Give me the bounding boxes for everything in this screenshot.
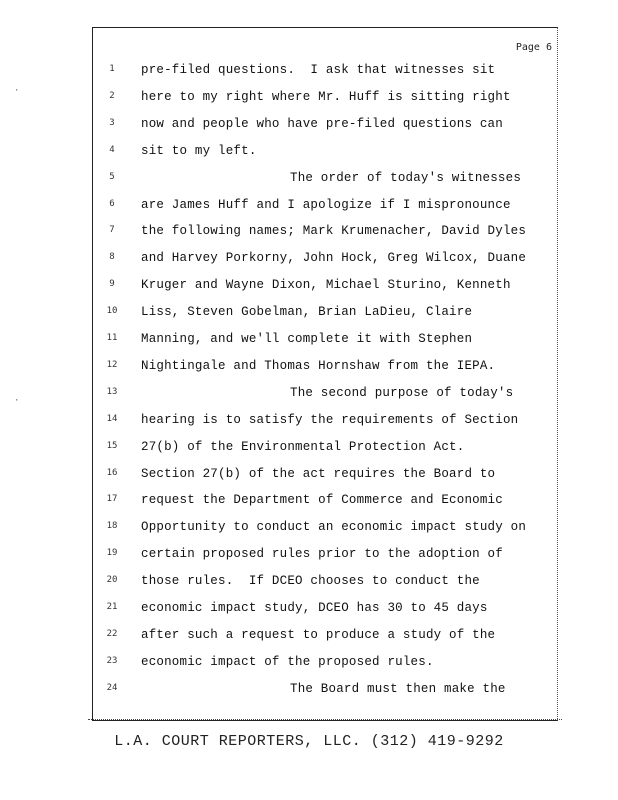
line-number: 11 <box>106 333 118 343</box>
page-bottom-rule <box>88 719 562 720</box>
transcript-line <box>0 520 618 540</box>
line-text: the following names; Mark Krumenacher, David Dyles <box>141 224 527 239</box>
transcript-line <box>0 628 618 648</box>
transcript-line <box>0 467 618 487</box>
line-text: Section 27(b) of the act requires the Board to <box>141 466 496 481</box>
line-number: 3 <box>109 117 115 128</box>
line-text: Opportunity to conduct an economic impact study on <box>141 520 527 535</box>
line-text: Liss, Steven Gobelman, Brian LaDieu, Claire <box>141 305 473 320</box>
transcript-line <box>0 440 618 460</box>
line-number: 1 <box>109 64 115 74</box>
line-text: economic impact of the proposed rules. <box>141 654 434 669</box>
line-number: 15 <box>106 440 118 451</box>
transcript-line <box>0 198 618 218</box>
line-text: sit to my left. <box>141 143 257 158</box>
transcript-line <box>0 278 618 298</box>
line-number: 7 <box>109 225 115 236</box>
page-number: Page 6 <box>515 42 552 53</box>
transcript-line <box>0 601 618 621</box>
line-number: 18 <box>106 521 118 532</box>
transcript-line <box>0 359 618 379</box>
transcript-line <box>0 332 618 352</box>
transcript-line <box>0 682 618 702</box>
margin-tick: · <box>14 396 20 406</box>
line-number: 9 <box>109 279 115 290</box>
line-text: request the Department of Commerce and Economic <box>141 493 503 508</box>
transcript-line <box>0 413 618 433</box>
line-text: The order of today's witnesses <box>290 170 522 185</box>
transcript-line <box>0 171 618 191</box>
line-text: here to my right where Mr. Huff is sitting right <box>141 89 511 104</box>
line-text: hearing is to satisfy the requirements of Section <box>141 412 519 427</box>
transcript-line <box>0 655 618 675</box>
line-number: 12 <box>106 359 118 370</box>
line-number: 21 <box>106 602 118 612</box>
line-number: 6 <box>109 198 115 209</box>
line-text: after such a request to produce a study of the <box>141 627 496 642</box>
line-number: 17 <box>106 494 118 505</box>
line-text: economic impact study, DCEO has 30 to 45 days <box>141 601 488 615</box>
line-number: 8 <box>109 252 115 263</box>
line-number: 20 <box>106 575 118 586</box>
line-number: 24 <box>106 682 118 693</box>
court-reporter-footer: L.A. COURT REPORTERS, LLC. (312) 419-9292 <box>114 733 504 750</box>
line-number: 10 <box>106 306 118 317</box>
line-text: and Harvey Porkorny, John Hock, Greg Wilcox, Duane <box>141 251 527 266</box>
line-number: 5 <box>109 171 115 182</box>
line-number: 22 <box>106 628 118 639</box>
line-text: those rules. If DCEO chooses to conduct the <box>141 574 480 589</box>
transcript-line <box>0 144 618 164</box>
transcript-line <box>0 386 618 406</box>
transcript-line <box>0 305 618 325</box>
line-text: The Board must then make the <box>290 681 506 696</box>
line-number: 16 <box>106 467 118 478</box>
line-text: Nightingale and Thomas Hornshaw from the IEPA. <box>141 358 496 373</box>
line-number: 4 <box>109 144 115 155</box>
line-text: pre-filed questions. I ask that witnesses sit <box>141 63 496 77</box>
transcript-line <box>0 63 618 83</box>
line-text: certain proposed rules prior to the adoption of <box>141 547 503 562</box>
line-number: 13 <box>106 386 118 397</box>
transcript-line <box>0 90 618 110</box>
transcript-line <box>0 547 618 567</box>
line-number: 19 <box>106 548 118 559</box>
transcript-line <box>0 574 618 594</box>
margin-tick: · <box>14 86 20 96</box>
line-text: Manning, and we'll complete it with Stephen <box>141 332 473 346</box>
line-number: 14 <box>106 413 118 424</box>
line-text: The second purpose of today's <box>290 385 514 400</box>
line-text: Kruger and Wayne Dixon, Michael Sturino, Kenneth <box>141 278 511 293</box>
transcript-line <box>0 117 618 137</box>
line-number: 2 <box>109 90 115 101</box>
transcript-line <box>0 224 618 244</box>
line-text: now and people who have pre-filed questions can <box>141 116 503 131</box>
line-number: 23 <box>106 655 118 666</box>
transcript-line <box>0 251 618 271</box>
transcript-line <box>0 493 618 513</box>
line-text: 27(b) of the Environmental Protection Act. <box>141 439 465 454</box>
line-text: are James Huff and I apologize if I mispronounce <box>141 197 511 212</box>
